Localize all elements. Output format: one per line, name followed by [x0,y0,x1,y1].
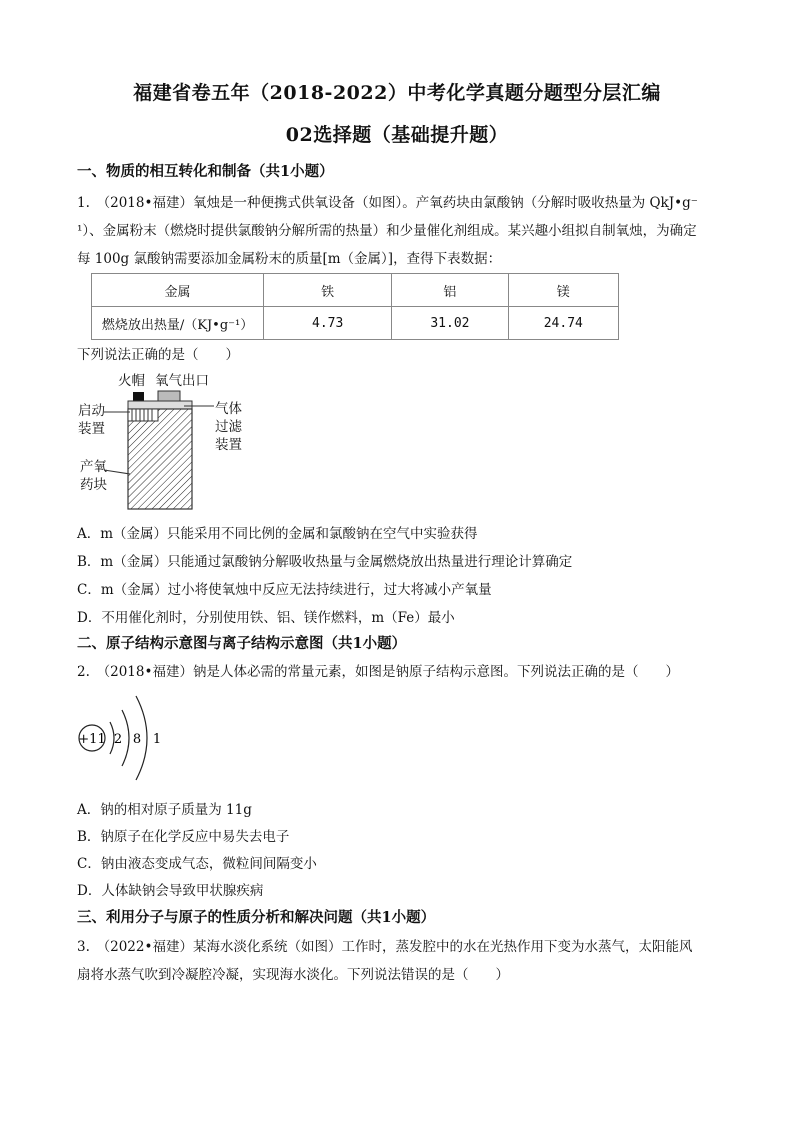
table-cell: 24.74 [508,307,618,340]
document-subtitle: 02选择题（基础提升题） [285,124,509,146]
q1-prompt: 下列说法正确的是（ ） [77,347,239,363]
section-heading-1: 一、物质的相互转化和制备（共1小题） [77,163,334,180]
table-cell: 31.02 [392,307,508,340]
label-start: 启动 [78,403,105,419]
q1-text-line-1: 1. （2018•福建）氧烛是一种便携式供氧设备（如图）。产氧药块由氯酸钠（分解时吸收热量为 QkJ•g⁻ [77,195,698,211]
table-header-cell: 镁 [508,274,618,307]
q3-text-line-2: 扇将水蒸气吹到冷凝腔冷凝，实现海水淡化。下列说法错误的是（ ） [77,967,509,983]
q2-option-a: A．钠的相对原子质量为 11g [77,802,252,818]
q2-option-d: D．人体缺钠会导致甲状腺疾病 [77,883,264,899]
label-filter-1: 气体 [215,401,242,417]
section-heading-3: 三、利用分子与原子的性质分析和解决问题（共1小题） [77,909,436,926]
shell-3-electrons: 1 [152,732,162,747]
q1-text-line-3: 每 100g 氯酸钠需要添加金属粉末的质量[m（金属）]，查得下表数据： [77,251,502,267]
table-header-cell: 铁 [264,274,392,307]
nucleus-charge: +11 [78,732,106,747]
label-start-2: 装置 [78,421,105,437]
table-header-cell: 金属 [92,274,264,307]
q1-text-line-2: ¹）、金属粉末（燃烧时提供氯酸钠分解所需的热量）和少量催化剂组成。某兴趣小组拟自制氧烛，为确定 [77,223,697,239]
table-row [92,307,619,340]
shell-2-arc [122,710,129,766]
heat-data-table [91,273,619,340]
q2-option-b: B．钠原子在化学反应中易失去电子 [77,829,290,845]
label-filter-3: 装置 [215,437,242,453]
table-header-cell: 铝 [392,274,508,307]
label-outlet: 氧气出口 [155,373,209,389]
table-header-row [92,274,619,307]
table-cell: 4.73 [264,307,392,340]
table-cell: 燃烧放出热量/（KJ•g⁻¹） [92,307,264,340]
label-block-1: 产氧 [80,459,107,475]
q1-option-a: A．m（金属）只能采用不同比例的金属和氯酸钠在空气中实验获得 [77,526,478,542]
shell-1-electrons: 2 [113,732,123,747]
document-title: 福建省卷五年（2018-2022）中考化学真题分题型分层汇编 [133,82,661,104]
q1-option-b: B．m（金属）只能通过氯酸钠分解吸收热量与金属燃烧放出热量进行理论计算确定 [77,554,573,570]
label-cap: 火帽 [118,373,145,389]
shell-2-electrons: 8 [132,732,142,747]
section-heading-2: 二、原子结构示意图与离子结构示意图（共1小题） [77,635,407,652]
sodium-atom-diagram [76,688,176,788]
q3-text-line-1: 3. （2022•福建）某海水淡化系统（如图）工作时，蒸发腔中的水在光热作用下变为水蒸气，太阳能风 [77,939,693,955]
q2-option-c: C．钠由液态变成气态，微粒间间隔变小 [77,856,317,872]
q1-option-c: C．m（金属）过小将使氧烛中反应无法持续进行，过大将减小产氧量 [77,582,492,598]
q2-text-line-1: 2. （2018•福建）钠是人体必需的常量元素，如图是钠原子结构示意图。下列说法正确的是（ ） [77,664,679,680]
q1-option-d: D．不用催化剂时，分别使用铁、铝、镁作燃料，m（Fe）最小 [77,610,455,626]
label-filter-2: 过滤 [215,419,242,435]
label-block-2: 药块 [80,477,107,493]
figure-leader-lines [104,400,214,490]
